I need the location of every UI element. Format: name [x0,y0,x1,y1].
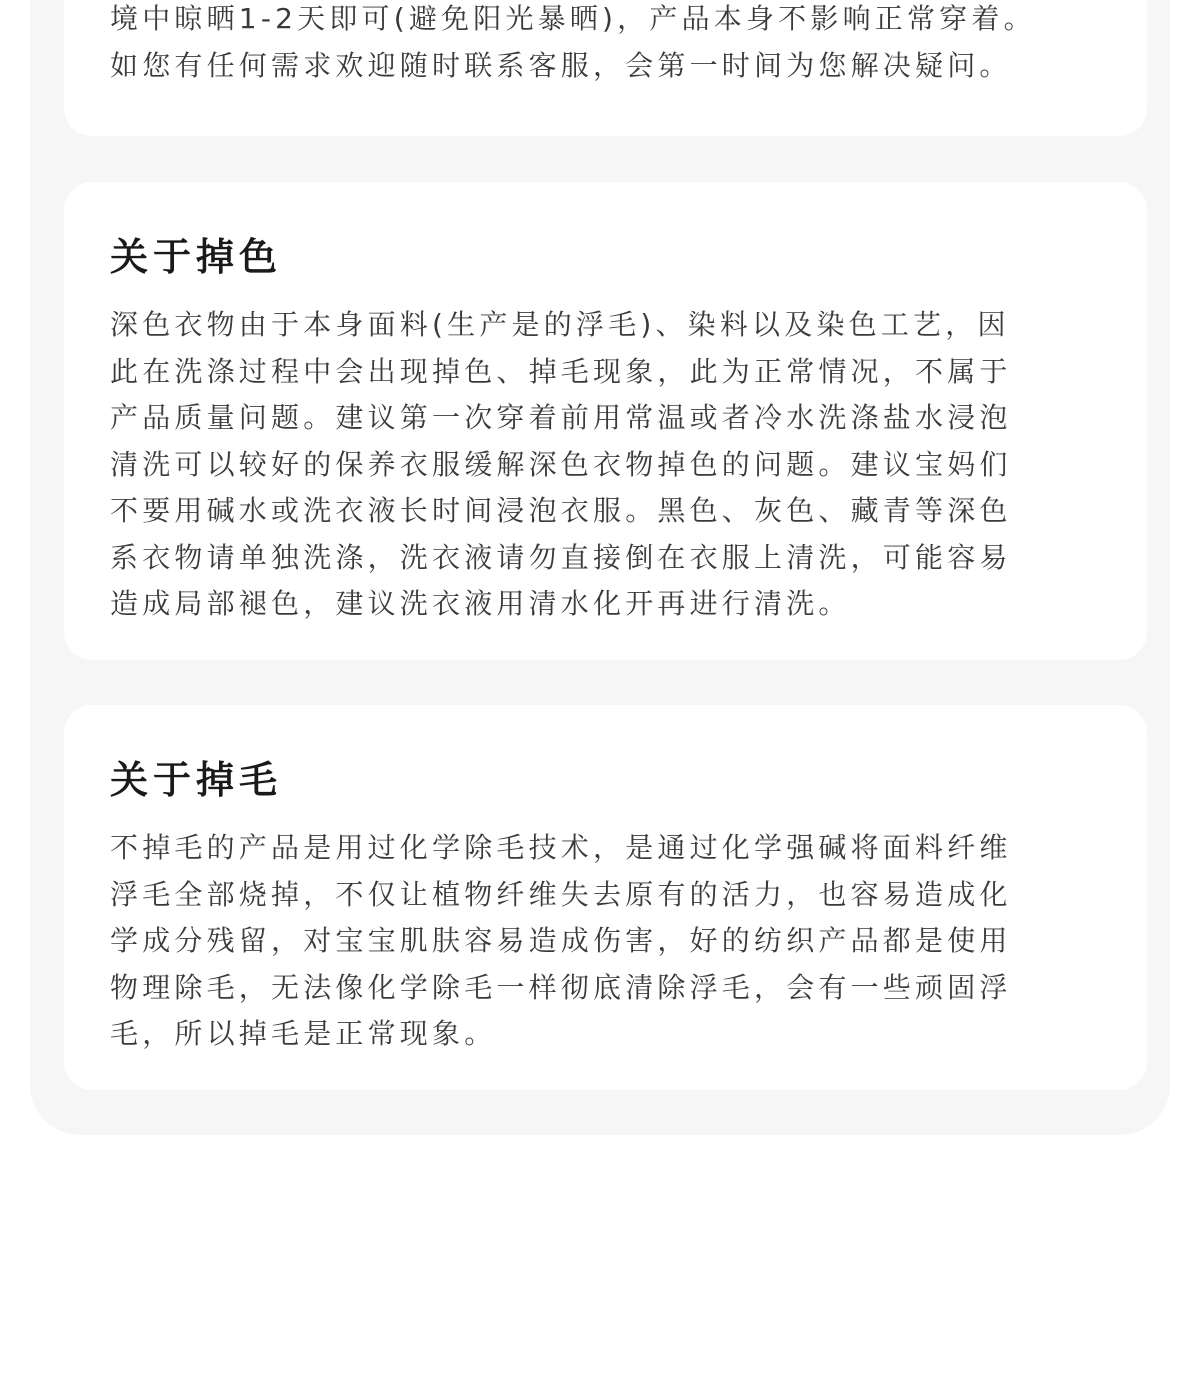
text-line: 物理除毛，无法像化学除毛一样彻底清除浮毛，会有一些顽固浮 [110,970,1012,1004]
lint-shedding-text [110,825,1012,1058]
text-line: 如您有任何需求欢迎随时联系客服，会第一时间为您解决疑问。 [110,48,1012,82]
text-line: 此在洗涤过程中会出现掉色、掉毛现象，此为正常情况，不属于 [110,354,1012,388]
text-line: 产品质量问题。建议第一次穿着前用常温或者冷水洗涤盐水浸泡 [110,401,1012,434]
text-line: 系衣物请单独洗涤，洗衣液请勿直接倒在衣服上清洗，可能容易 [110,540,1012,574]
text-line: 清洗可以较好的保养衣服缓解深色衣物掉色的问题。建议宝妈们 [110,447,1012,481]
color-fading-text [110,302,1012,628]
text-line: 毛，所以掉毛是正常现象。 [110,1017,497,1050]
care-notice-text [110,0,1036,89]
text-line: 学成分残留，对宝宝肌肤容易造成伤害，好的纺织产品都是使用 [110,924,1012,957]
lint-shedding-title: 关于掉毛 [110,758,283,802]
text-line: 不掉毛的产品是用过化学除毛技术，是通过化学强碱将面料纤维 [110,831,1012,864]
color-fading-card [64,182,1147,660]
text-line: 深色衣物由于本身面料(生产是的浮毛)、染料以及染色工艺，因 [110,308,1010,341]
care-notice-card [64,0,1147,136]
color-fading-title: 关于掉色 [110,235,283,279]
text-line: 境中晾晒1-2天即可(避免阳光暴晒)，产品本身不影响正常穿着。 [110,2,1036,35]
text-line: 不要用碱水或洗衣液长时间浸泡衣服。黑色、灰色、藏青等深色 [110,494,1012,527]
text-line: 造成局部褪色，建议洗衣液用清水化开再进行清洗。 [110,587,851,620]
lint-shedding-card [64,705,1147,1090]
text-line: 浮毛全部烧掉，不仅让植物纤维失去原有的活力，也容易造成化 [110,877,1012,911]
